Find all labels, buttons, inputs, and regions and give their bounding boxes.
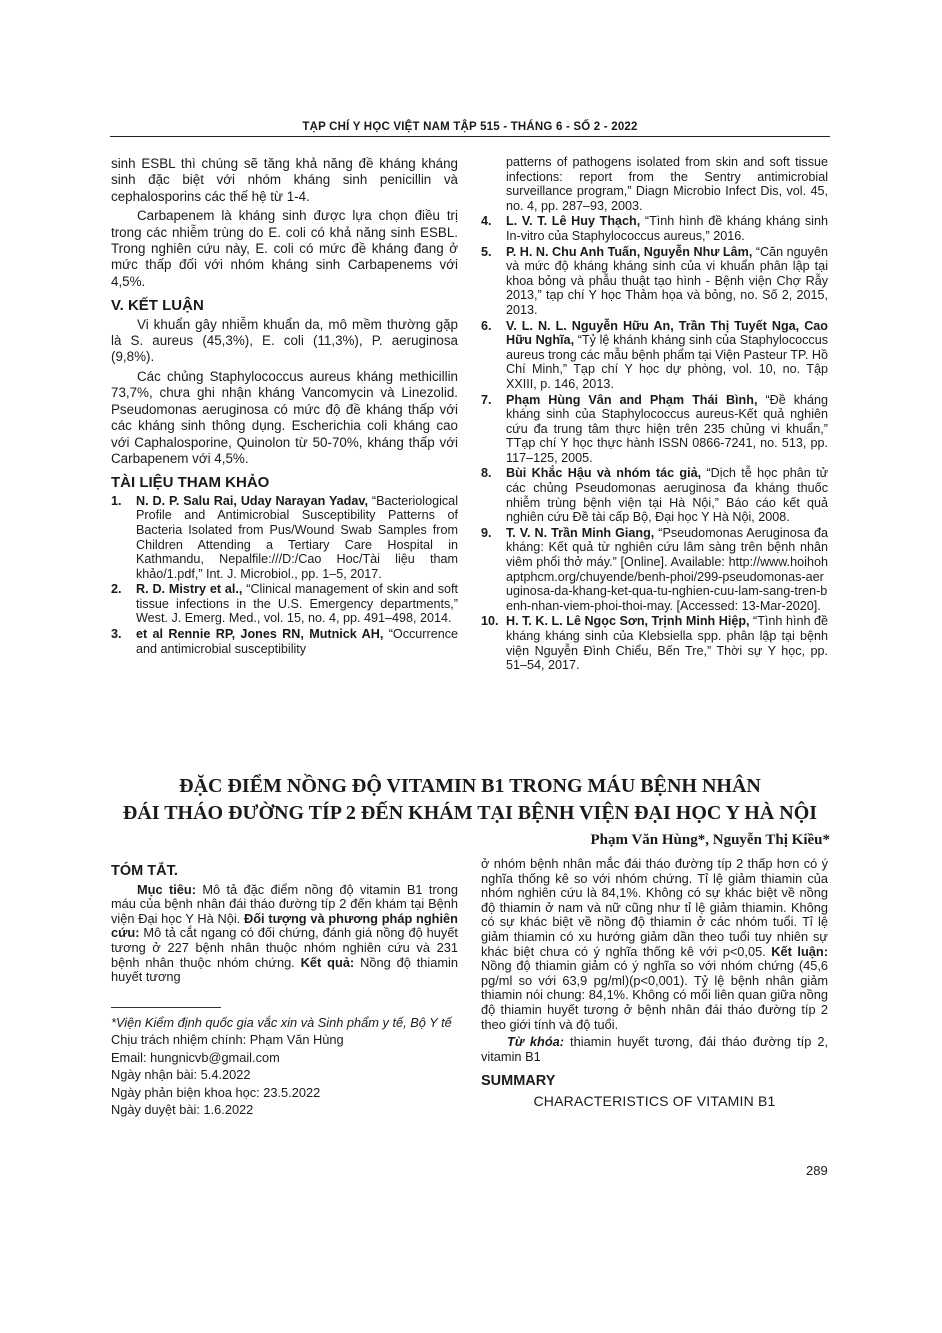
reference-item: 7. Phạm Hùng Vân and Phạm Thái Bình, “Đề kháng kháng sinh của Staphylococcus aureus-Kết quả nghiên cứu đa trung tâm thực hiện trên 235 chủng vi khuẩn,” TTạp chí Y học thực hành ISSN 0866-7241, no. 513, pp. 117–125, 2005. xyxy=(481,392,829,465)
abstract-left-column xyxy=(111,864,458,1119)
reference-list-left xyxy=(111,494,458,657)
summary-heading: SUMMARY xyxy=(481,1073,556,1090)
reference-link[interactable]: http://www.hoihohaptphcm.org/chuyende/benh-phoi/299-pseudomonas-aeruginosa-da-khang-ket-qua-tu-nghien-cuu-lam-sang-tren-benh-nhan-viem-phoi-thoi-may. xyxy=(506,555,828,613)
reference-item: 5. P. H. N. Chu Anh Tuấn, Nguyễn Như Lâm, “Căn nguyên và mức độ kháng kháng sinh của vi khuẩn phân lập tại khoa bỏng và phẫu thuật tạo hình - Bệnh viện Chợ Rẫy 2013,” tạp chí Y học Thảm họa và bỏng, no. Số 2, 2015, 2013. xyxy=(481,244,828,317)
abstract-paragraph: Mục tiêu: Mô tả đặc điểm nồng độ vitamin B1 trong máu của bệnh nhân đái tháo đường típ 2 đến khám tại Bệnh viện Đại học Y Hà Nội. Đối tượng và phương pháp nghiên cứu: Mô tả cắt ngang có đối chứng, đánh giá nồng độ huyết tương ở 227 bệnh nhân thuộc nhóm nghiên cứu và 231 bệnh nhân thuộc nhóm chứng. Kết quả: Nồng độ thiamin huyết tương xyxy=(111,881,459,985)
conclusion-heading: V. KẾT LUẬN xyxy=(111,297,204,315)
paragraph: Vi khuẩn gây nhiễm khuẩn da, mô mềm thường gặp là S. aureus (45,3%), E. coli (11,3%), P. aeruginosa (9,8%). xyxy=(111,316,458,365)
footnote-affiliation: *Viện Kiểm định quốc gia vắc xin và Sinh phẩm y tế, Bộ Y tế xyxy=(111,1014,452,1030)
reference-item: 1. N. D. P. Salu Rai, Uday Narayan Yadav, “Bacteriological Profile and Antimicrobial Susceptibility Patterns of Bacteria Isolated from Pus/Wound Swab Samples from Children Attending a Tertiary Care Hospital in Kathmandu, Nepalfile:///D:/Cao Hoc/Tài liệu tham khảo/1.pdf,” Int. J. Microbiol., pp. 1–5, 2017. xyxy=(111,493,458,581)
reference-list-right xyxy=(481,214,828,672)
footnote xyxy=(111,1007,458,1119)
reference-continuation: patterns of pathogens isolated from skin and soft tissue infections: report from the Sentry antimicrobial surveillance program,” Diagn Microbio Infect Dis, vol. 45, no. 4, pp. 287–93, 2003. xyxy=(506,155,828,213)
reference-item: 9. T. V. N. Trần Minh Giang, “Pseudomonas Aeruginosa đa kháng: Kết quả từ nghiên cứu lâm sàng trên bệnh nhân viêm phổi thở máy.” [Online]. Available: http://www.hoihohaptphcm.org/chuyende/benh-phoi/299-pseudomonas-aeruginosa-da-khang-ket-qua-tu-nghien-cuu-lam-sang-tren-benh-nhan-viem-phoi-thoi-may. [Accessed: 13-Mar-2020]. xyxy=(481,525,829,613)
footnote-email[interactable]: Email: hungnicvb@gmail.com xyxy=(111,1049,280,1065)
footnote-reviewed: Ngày phản biện khoa học: 23.5.2022 xyxy=(111,1084,321,1100)
footnote-responsible: Chịu trách nhiệm chính: Phạm Văn Hùng xyxy=(111,1032,344,1048)
footnote-received: Ngày nhận bài: 5.4.2022 xyxy=(111,1067,251,1083)
article-title xyxy=(110,773,830,827)
abstract-right-column xyxy=(481,857,828,1109)
article-authors: Phạm Văn Hùng*, Nguyễn Thị Kiều* xyxy=(590,832,830,848)
paragraph: sinh ESBL thì chúng sẽ tăng khả năng đề kháng kháng sinh đặc biệt với nhóm kháng sinh penicillin và cephalosporins các thế hệ từ 1-4. xyxy=(111,156,458,204)
left-column xyxy=(111,156,458,657)
paragraph: Các chủng Staphylococcus aureus kháng methicillin 73,7%, chưa ghi nhận kháng Vancomycin và Linezolid. Pseudomonas aeruginosa có mức độ đề kháng thấp với các kháng sinh thông dụng. Escherichia coli kháng cao với Caphalosporine, Quinolon từ 50-70%, kháng thấp với Carbapenem với 4,5%. xyxy=(111,368,458,466)
references-heading: TÀI LIỆU THAM KHẢO xyxy=(111,474,270,492)
reference-item: 2. R. D. Mistry et al., “Clinical management of skin and soft tissue infections in the U.S. Emergency departments,” West. J. Emerg. Med., vol. 15, no. 4, pp. 491–498, 2014. xyxy=(111,582,459,626)
reference-item: 6. V. L. N. L. Nguyễn Hữu An, Trần Thị Tuyết Nga, Cao Hữu Nghĩa, “Tỷ lệ khánh kháng sinh của Staphylococcus aureus trong các mẫu bệnh phẩm tại Viện Pasteur TP. Hồ Chí Minh,” Tạp chí Y học dự phòng, vol. 10, no. Tập XXIII, p. 146, 2013. xyxy=(481,318,829,391)
reference-item: 10. H. T. K. L. Lê Ngọc Sơn, Trịnh Minh Hiệp, “Tình hình đề kháng kháng sinh của Klebsiella spp. phân lập tại bệnh viện Nguyễn Đình Chiểu, Bến Tre,” Thời sự Y học, pp. 51–54, 2017. xyxy=(481,614,828,673)
keywords: Từ khóa: thiamin huyết tương, đái tháo đường típ 2, vitamin B1 xyxy=(481,1034,829,1064)
reference-item: 4. L. V. T. Lê Huy Thạch, “Tình hình đề kháng kháng sinh In-vitro của Staphylococcus aureus,” 2016. xyxy=(481,214,828,243)
paragraph: Carbapenem là kháng sinh được lựa chọn điều trị trong các nhiễm trùng do E. coli có khả năng sinh ESBL. Trong nghiên cứu này, E. coli có mức đề kháng đang ở mức thấp đối với nhóm kháng sinh Carbapenems với 4,5%. xyxy=(111,208,458,289)
summary-subtitle: CHARACTERISTICS OF VITAMIN B1 xyxy=(533,1092,776,1109)
reference-item: 3. et al Rennie RP, Jones RN, Mutnick AH, “Occurrence and antimicrobial susceptibility xyxy=(111,627,459,656)
footnote-approved: Ngày duyệt bài: 1.6.2022 xyxy=(111,1102,254,1118)
journal-header: TẠP CHÍ Y HỌC VIỆT NAM TẬP 515 - THÁNG 6 - SỐ 2 - 2022 xyxy=(302,121,638,133)
footnote-rule xyxy=(111,1007,221,1008)
abstract-heading: TÓM TẮT. xyxy=(111,863,178,879)
title-line: ĐẶC ĐIỂM NỒNG ĐỘ VITAMIN B1 TRONG MÁU BỆNH NHÂN xyxy=(179,775,761,797)
reference-item: 8. Bùi Khắc Hậu và nhóm tác giả, “Dịch tễ học phân tử các chủng Pseudomonas aeruginosa đa kháng thuốc nhiễm trùng bệnh viện tại Hà Nội,” Báo cáo kết quả nghiên cứu Đề tài cấp Bộ, Đại học Y Hà Nội, 2008. xyxy=(481,466,829,525)
abstract-paragraph: ở nhóm bệnh nhân mắc đái tháo đường típ 2 thấp hơn có ý nghĩa thống kê so với nhóm chứng. Tỉ lệ giảm thiamin của nhóm nghiên cứu là 84,1%. Không có sự khác biệt về nồng độ thiamin ở nam và nữ cũng như tỉ lệ giảm thiamin. Không có sự khác biệt về nồng độ thiamin ở các nhóm tuổi. Tỉ lệ giảm thiamin có xu hướng giảm dần theo tuổi tuy nhiên sự khác biệt chưa có ý nghĩa thống kê với p<0,05. Kết luận: Nồng độ thiamin giảm có ý nghĩa so với nhóm chứng (45,6 pg/ml so với 63,9 pg/ml)(p<0,001). Tỷ lệ bệnh nhân giảm thiamin nói chung: 84,1%. Không có mối liên quan giữa nồng độ thiamin huyết tương ở bệnh nhân đái tháo đường típ 2 theo giới tính và độ tuổi. xyxy=(481,856,828,1032)
title-line: ĐÁI THÁO ĐƯỜNG TÍP 2 ĐẾN KHÁM TẠI BỆNH VIỆN ĐẠI HỌC Y HÀ NỘI xyxy=(122,802,818,824)
right-column xyxy=(481,155,828,674)
header-rule xyxy=(110,136,830,137)
page-number: 289 xyxy=(806,1163,828,1178)
